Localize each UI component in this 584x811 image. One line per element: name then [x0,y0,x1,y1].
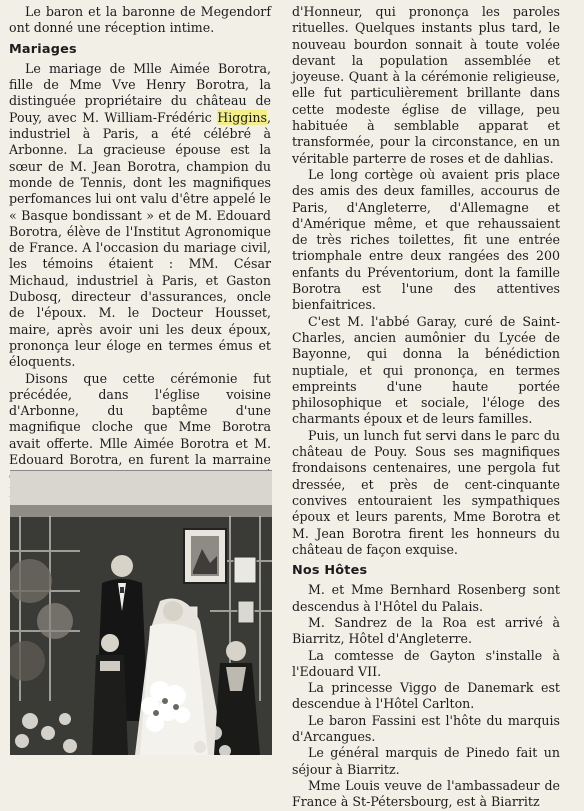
highlighted-name: Higgins [217,109,267,125]
hotes-item-7: Mme Louis veuve de l'ambassadeur de France à St-Pétersbourg, est à Biarritz [292,777,560,810]
right-paragraph-4: Puis, un lunch fut servi dans le parc du château de Pouy. Sous ses magnifiques frondaisons centenaires, une pergola fut dressée, et près de cent-cinquante convives entouraient les sympathiques époux et leurs parents, Mme Borotra et M. Jean Borotra firent les honneurs du château de façon exquise. [292,427,560,557]
hotes-item-2: M. Sandrez de la Roa est arrivé à Biarritz, Hôtel d'Angleterre. [292,614,560,647]
hotes-item-4: La princesse Viggo de Danemark est descendue à l'Hôtel Carlton. [292,680,560,712]
heading-nos-hotes: Nos Hôtes [292,563,368,579]
intro-paragraph: Le baron et la baronne de Megendorf ont donné une réception intime. [9,4,271,36]
wedding-photo [10,470,272,755]
hotes-item-6: Le général marquis de Pinedo fait un séjour à Biarritz. [292,745,560,777]
left-column [9,4,271,501]
right-paragraph-1: d'Honneur, qui prononça les paroles rituelles. Quelques instants plus tard, le nouveau bourdon sonnait à toute volée devant la population assemblée et joyeuse. Quant à la cérémonie religieuse, elle fut particulièrement brillante dans cette modeste église de village, peu habituée à semblable apparat et transformée, pour la circonstance, en un véritable parterre de roses et de dahlias. [292,4,560,166]
heading-mariages: Mariages [9,41,77,57]
wedding-photo-image [10,471,272,755]
right-column [292,4,560,811]
hotes-item-3: La comtesse de Gayton s'installe à l'Edouard VII. [292,647,560,679]
right-paragraph-3: C'est M. l'abbé Garay, curé de Saint-Charles, ancien aumônier du Lycée de Bayonne, qui donna la bénédiction nuptiale, et qui prononça, en termes empreints d'une haute portée philosophique et sociale, l'éloge des charmants époux et de leurs familles. [292,313,560,427]
mariage-paragraph-1 [9,61,271,371]
mariage-text-before: Le mariage de Mlle Aimée Borotra, fille de Mme Vve Henry Borotra, la distinguée propriétaire du château de Pouy, avec M. William-Frédéric [9,60,271,125]
mariage-paragraph-2: Disons que cette cérémonie fut précédée, dans l'église voisine d'Arbonne, du baptême d'une magnifique cloche que Mme Borotra avait offerte. Mlle Aimée Borotra et M. Edouard Borotra, en furent la marraine [9,370,271,468]
hotes-item-5: Le baron Fassini est l'hôte du marquis d'Arcangues. [292,712,560,745]
hotes-item-1: M. et Mme Bernhard Rosenberg sont descendus à l'Hôtel du Palais. [292,582,560,614]
right-paragraph-2: Le long cortège où avaient pris place des amis des deux familles, accourus de Paris, d'Angleterre, d'Allemagne et d'Amérique même, et que rehaussaient de très riches toilettes, fit une entrée triomphale entre deux rangées des 200 enfants du Préventorium, dont la famille Borotra est l'une des attentives bienfaitrices. [292,166,560,313]
mariage-text-after: , industriel à Paris, a été célébré à Arbonne. La gracieuse épouse est la sœur de M. Jean Borotra, champion du monde de Tennis, dont les magnifiques perfomances lui ont valu d'être appelé le « Basque bondissant » et de M. Edouard Borotra, élève de l'Institut Agronomique de France. A l'occasion du mariage civil, les témoins étaient : MM. César Michaud, industriel à Paris, et Gaston Dubosq, directeur d'assurances, oncle de l'époux. M. le Docteur Housset, maire, après avoir uni les deux époux, prononça leur éloge en termes émus et éloquents. [9,109,271,370]
